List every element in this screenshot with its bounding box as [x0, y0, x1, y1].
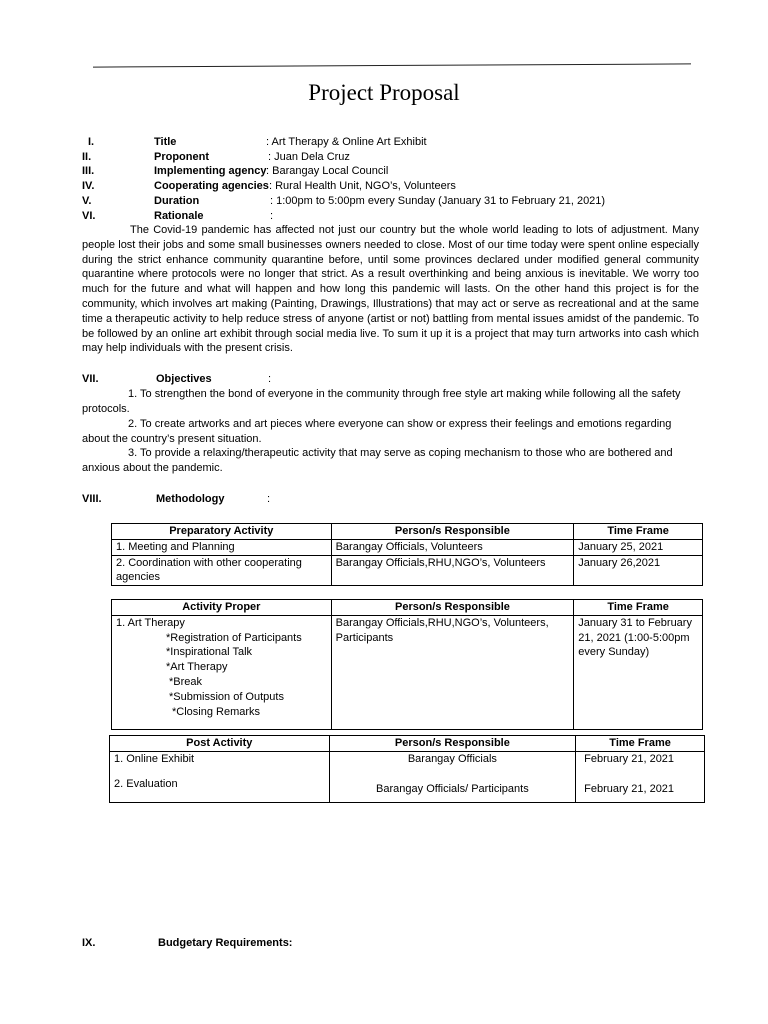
page-title: Project Proposal — [308, 80, 460, 105]
activity-cell: 1. Art Therapy *Registration of Participants *Inspirational Talk *Art Therapy *Break *Submission of Outputs *Closing Remarks — [112, 615, 332, 729]
objective-item: 1. To strengthen the bond of everyone in the community through free style art making while following all the safety protocols. — [82, 388, 681, 415]
rationale-paragraph: The Covid-19 pandemic has affected not just our country but the whole world leading to lots of adjustment. Many people lost their jobs and some small businesses owners needed to close. Most of our time today were spent online especially during the strict enhance community quarantine before, until some provinces declared under modified general community quarantine where protocols were no longer that strict. As a result overthinking and being anxious is inevitable. We worry too much for the future and what will happen and how long this pandemic will lasts. On the other hand this project is for the community, which involves art making (Painting, Drawings, Illustrations) that may act or serve as recreational and at the same time a therapeutic activity to help reduce stress of anyone (artist or not) battling from mental issues amidst of the pandemic. To be followed by an online art exhibit through social media live. To sum it up it is a project that may turn artworks into cash which may help individuals with the present crisis. — [82, 224, 699, 355]
document-page: Project Proposal I. Title : Art Therapy & Online Art Exhibit II. Proponent : Juan Dela Cruz III. Implementing agency : Barangay Local Council IV. Cooperating agencies : Rural Health Unit, NGO’s, Volunteers V. Duration : 1:00pm to 5:00pm every Sunday (January 31 to February 21, 2021) VI. Rationale : The Covid-19 pandemic has affected not just our country but the whole world leading to lots of adjustment. Many people lost their jobs and some small businesses owners needed to close. Most of our time today were spent online especially during the strict enhance community quarantine before, until some provinces declared under modified general community quarantine where protocols were no longer that strict. As a result overthinking and being anxious is inevitable. We worry too much for the future and what will happen and how long this pandemic will lasts. On the other hand this project is for the community, which involves art making (Painting, Drawings, Illustrations) that may act or serve as recreational and at the same time a therapeutic activity to help reduce stress of anyone (artist or not) battling from mental issues amidst of the pandemic. To be followed by an online art exhibit through social media live. To sum it up it is a project that may turn artworks into cash which may help individuals with the present crisis. VII. Objectives : 1. To strengthen the bond of everyone in the community through free style art making while following all the safety protocols. 2. To create artworks and art pieces where everyone can show or express their feelings and emotions regarding about the country’s present situation. 3. To provide a relaxing/therapeutic activity that may serve as coping mechanism to those who are bothered and anxious about the pandemic. VIII. Methodology : Preparatory Activity Person/s Responsible Time Frame 1. Meeting and Planning Barangay Officials, Volunteers January 25, 2021 2. Coordination with other cooperating agencies Barangay Officials,RHU,NGO’s, Volunteers January 26,2021 Activity Proper Person/s Responsible Time Frame 1. Art Therapy *Registration of Participants *Inspirational Talk *Art Therapy *Break *Submission of Outputs *Closing Remarks Barangay Officials,RHU,NGO’s, Volunteers, Participants January 31 to February 21, 2021 (1:00-5:00pm every Sunday) Post Activity Person/s Responsible Time Frame 1. Online Exhibit 2. Evaluation Barangay Officials Barangay Officials/ Participants February 21, 2021 February 21, 2021 IX. Budgetary Requirements: — [0, 0, 768, 1024]
table-header-row: Post Activity Person/s Responsible Time Frame — [110, 736, 705, 752]
table-row: 2. Coordination with other cooperating agencies Barangay Officials,RHU,NGO’s, Volunteers January 26,2021 — [112, 555, 703, 586]
table-row: 1. Online Exhibit 2. Evaluation Barangay Officials Barangay Officials/ Participants February 21, 2021 February 21, 2021 — [110, 751, 705, 802]
table-row: 1. Meeting and Planning Barangay Officials, Volunteers January 25, 2021 — [112, 539, 703, 555]
table-header-row: Activity Proper Person/s Responsible Time Frame — [112, 600, 703, 616]
preparatory-activity-table — [111, 523, 703, 586]
objective-item: 3. To provide a relaxing/therapeutic activity that may serve as coping mechanism to those who are bothered and anxious about the pandemic. — [82, 447, 673, 474]
header-rule — [93, 63, 691, 67]
post-activity-table — [109, 735, 705, 803]
activity-proper-table — [111, 599, 703, 730]
table-row: 1. Art Therapy *Registration of Participants *Inspirational Talk *Art Therapy *Break *Submission of Outputs *Closing Remarks Barangay Officials,RHU,NGO’s, Volunteers, Participants January 31 to February 21, 2021 (1:00-5:00pm every Sunday) — [112, 615, 703, 729]
table-header-row: Preparatory Activity Person/s Responsible Time Frame — [112, 524, 703, 540]
objective-item: 2. To create artworks and art pieces where everyone can show or express their feelings and emotions regarding about the country’s present situation. — [82, 418, 672, 445]
